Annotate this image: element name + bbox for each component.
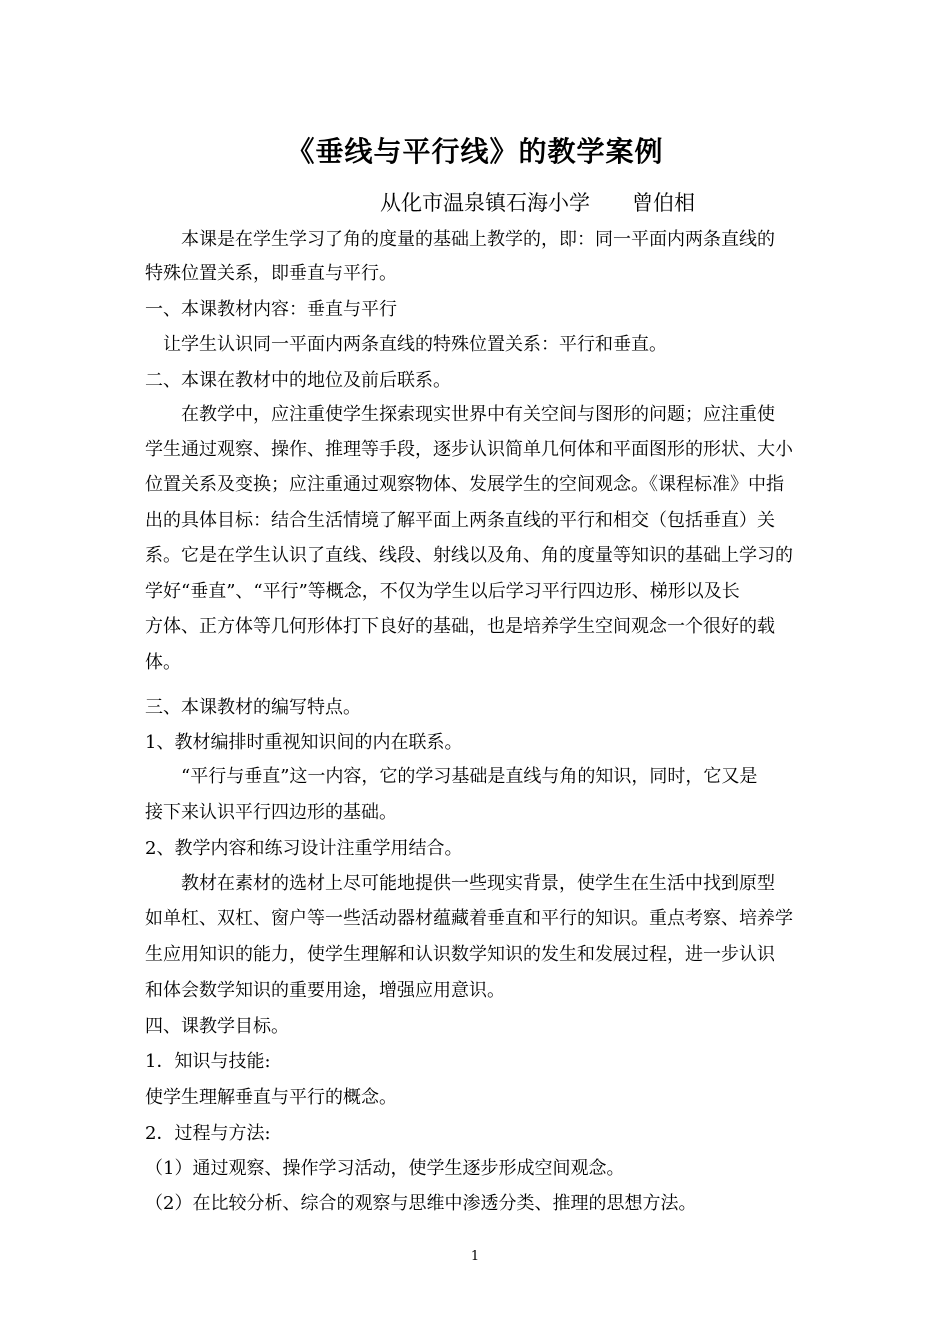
body-line: 学好“垂直”、“平行”等概念，不仅为学生以后学习平行四边形、梯形以及长 bbox=[145, 581, 740, 602]
body-line: “平行与垂直”这一内容，它的学习基础是直线与角的知识，同时，它又是 bbox=[145, 766, 758, 787]
body-line: 如单杠、双杠、窗户等一些活动器材蕴藏着垂直和平行的知识。重点考察、培养学 bbox=[145, 908, 793, 929]
body-line: 四、课教学目标。 bbox=[145, 1016, 289, 1037]
body-line: 特殊位置关系，即垂直与平行。 bbox=[145, 263, 397, 284]
body-line: 在教学中，应注重使学生探索现实世界中有关空间与图形的问题；应注重使 bbox=[145, 404, 775, 425]
body-line: 一、本课教材内容：垂直与平行 bbox=[145, 299, 397, 320]
body-line: 接下来认识平行四边形的基础。 bbox=[145, 802, 397, 823]
body-line: 1、教材编排时重视知识间的内在联系。 bbox=[145, 732, 463, 753]
body-line: 体。 bbox=[145, 652, 181, 673]
body-line: 方体、正方体等几何形体打下良好的基础，也是培养学生空间观念一个很好的载 bbox=[145, 616, 775, 637]
body-line: 三、本课教材的编写特点。 bbox=[145, 697, 361, 718]
body-line: 使学生理解垂直与平行的概念。 bbox=[145, 1087, 397, 1108]
body-line: 和体会数学知识的重要用途，增强应用意识。 bbox=[145, 980, 505, 1001]
body-line: 教材在素材的选材上尽可能地提供一些现实背景，使学生在生活中找到原型 bbox=[145, 873, 775, 894]
body-line: 本课是在学生学习了角的度量的基础上教学的，即：同一平面内两条直线的 bbox=[145, 229, 775, 250]
body-line: 系。它是在学生认识了直线、线段、射线以及角、角的度量等知识的基础上学习的 bbox=[145, 545, 793, 566]
body-line: 让学生认识同一平面内两条直线的特殊位置关系：平行和垂直。 bbox=[145, 334, 667, 355]
body-line: 1．知识与技能: bbox=[145, 1051, 271, 1072]
body-line: （1）通过观察、操作学习活动，使学生逐步形成空间观念。 bbox=[145, 1158, 625, 1179]
body-line: 学生通过观察、操作、推理等手段，逐步认识简单几何体和平面图形的形状、大小 bbox=[145, 439, 793, 460]
page-number: 1 bbox=[470, 1249, 480, 1264]
document-title: 《垂线与平行线》的教学案例 bbox=[286, 135, 664, 168]
author-line: 从化市温泉镇石海小学 曾伯相 bbox=[380, 191, 695, 215]
body-line: 2、教学内容和练习设计注重学用结合。 bbox=[145, 838, 463, 859]
body-line: 生应用知识的能力，使学生理解和认识数学知识的发生和发展过程，进一步认识 bbox=[145, 944, 775, 965]
body-line: 出的具体目标：结合生活情境了解平面上两条直线的平行和相交（包括垂直）关 bbox=[145, 510, 775, 531]
body-line: 位置关系及变换；应注重通过观察物体、发展学生的空间观念。《课程标准》中指 bbox=[145, 474, 784, 495]
body-line: 二、本课在教材中的地位及前后联系。 bbox=[145, 370, 451, 391]
body-line: 2．过程与方法: bbox=[145, 1123, 271, 1144]
body-line: （2）在比较分析、综合的观察与思维中渗透分类、推理的思想方法。 bbox=[145, 1193, 697, 1214]
